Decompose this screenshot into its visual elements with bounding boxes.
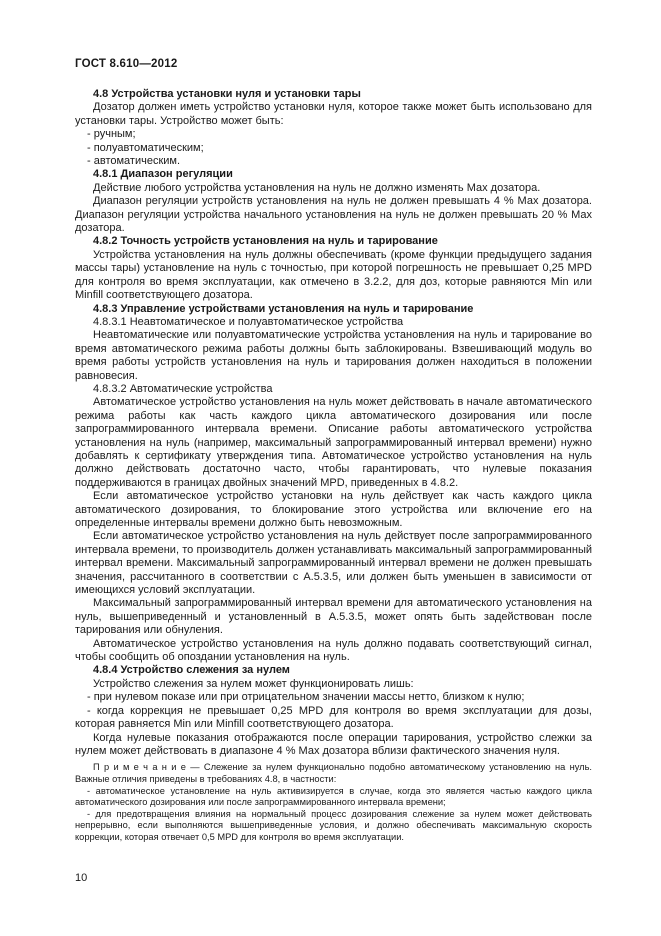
paragraph: Автоматическое устройство установления на нуль должно подавать соответствующий сигнал, чтобы сообщить об опоздании установления на нуль.	[75, 637, 592, 664]
heading-4-8-4: 4.8.4 Устройство слежения за нулем	[93, 664, 290, 677]
heading-4-8-3: 4.8.3 Управление устройствами установления на нуль и тарирование	[93, 302, 474, 315]
paragraph: Диапазон регуляции устройств установления на нуль не должен превышать 4 % Мах дозатора. Диапазон регуляции устройства начального установления на нуль не должен превышать 20 % Мах дозатора.	[75, 195, 592, 235]
standard-number: ГОСТ 8.610—2012	[75, 58, 178, 70]
list-item: - полуавтоматическим;	[87, 141, 204, 154]
document-body	[75, 88, 592, 843]
subheading-4-8-3-1: 4.8.3.1 Неавтоматическое и полуавтоматическое устройства	[93, 315, 404, 328]
heading-4-8-2: 4.8.2 Точность устройств установления на нуль и тарирование	[93, 235, 438, 248]
paragraph: Максимальный запрограммированный интервал времени для автоматического установления на нуль, вышеприведенный и установленный в А.5.3.5, может опять быть задействован после тарирования или обнуления.	[75, 597, 592, 637]
paragraph: Действие любого устройства установления на нуль не должно изменять Мах дозатора.	[93, 181, 541, 194]
heading-4-8: 4.8 Устройства установки нуля и установки тары	[93, 88, 361, 100]
subheading-4-8-3-2: 4.8.3.2 Автоматические устройства	[93, 382, 273, 395]
note-paragraph: П р и м е ч а н и е — Слежение за нулем функционально подобно автоматическому установлению на нуль. Важные отличия приведены в требованиях 4.8, в частности:	[75, 762, 592, 784]
list-item: - когда коррекция не превышает 0,25 MPD для контроля во время эксплуатации для дозы, которая равняется Min или Minfill соответствующего дозатора.	[75, 704, 592, 731]
paragraph: Устройства установления на нуль должны обеспечивать (кроме функции предыдущего задания массы тары) установление на нуль с точностью, при которой погрешность не превышает 0,25 MPD для контроля во время эксплуатации, как отмечено в 3.2.2, для доз, которые равняются Min или Minfill соответствующего дозатора.	[75, 248, 592, 302]
list-item: - автоматическим.	[87, 155, 181, 168]
paragraph: Неавтоматические или полуавтоматические устройства установления на нуль и тарирование во время автоматического режима работы должны быть заблокированы. Взвешивающий модуль во время работы устройств установления на нуль и тарирования должен находиться в положении равновесия.	[75, 329, 592, 382]
paragraph: Автоматическое устройство установления на нуль может действовать в начале автоматического режима работы как часть каждого цикла автоматического дозирования или после запрограммированного интервала времени. Описание работы автоматического устройства установления на нуль (например, максимальный запрограммированный интервал времени) нужно добавлять к сертификату утверждения типа. Автоматическое устройство установления на нуль должно действовать достаточно часто, чтобы гарантировать, что нулевые показания поддерживаются в границах двойных значений MPD, приведенных в 4.8.2.	[75, 396, 592, 489]
heading-4-8-1: 4.8.1 Диапазон регуляции	[93, 168, 233, 181]
list-item: - ручным;	[87, 128, 136, 141]
paragraph: Дозатор должен иметь устройство установки нуля, которое также может быть использовано для установки тары. Устройство может быть:	[75, 101, 592, 127]
paragraph: Устройство слежения за нулем может функционировать лишь:	[93, 677, 414, 690]
page-number: 10	[75, 872, 88, 884]
note-list-item: - автоматическое установление на нуль активизируется в случае, когда это является частью каждого цикла автоматического дозирования или после запрограммированного интервала времени;	[75, 785, 592, 808]
paragraph: Если автоматическое устройство установки на нуль действует как часть каждого цикла автоматического дозирования, то блокирование этого устройства или включение его на определенные интервалы времени должно быть невозможным.	[75, 490, 592, 529]
list-item: - при нулевом показе или при отрицательном значении массы нетто, близком к нулю;	[87, 691, 525, 704]
note-list-item: - для предотвращения влияния на нормальный процесс дозирования слежение за нулем может действовать непрерывно, если выполняются вышеприведенные условия, и должно обеспечивать максимальную скорость коррекции, которая отвечает 0,5 MPD для контроля во время эксплуатации.	[75, 808, 592, 842]
paragraph: Когда нулевые показания отображаются после операции тарирования, устройство слежки за нулем может действовать в диапазоне 4 % Мах дозатора вблизи фактического значения нуля.	[75, 731, 592, 757]
paragraph: Если автоматическое устройство установления на нуль действует после запрограммированного интервала времени, то производитель должен устанавливать максимальный запрограммированный интервал времени. Максимальный запрограммированный интервал времени не должен превышать значения, рассчитанного в соответствии с А.5.3.5, или должен быть уменьшен в зависимости от имеющихся условий эксплуатации.	[75, 530, 592, 597]
